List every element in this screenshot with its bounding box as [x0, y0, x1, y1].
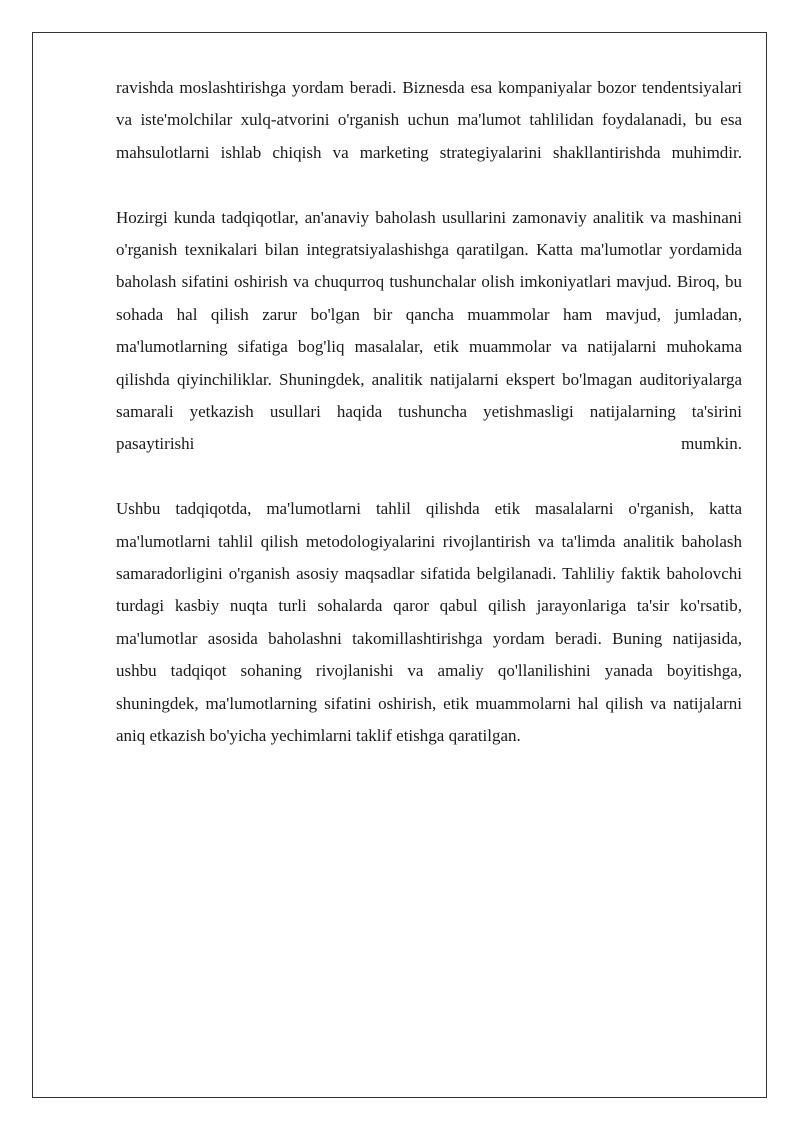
document-body — [116, 72, 742, 785]
paragraph-1: ravishda moslashtirishga yordam beradi. Biznesda esa kompaniyalar bozor tendentsiyalari va iste'molchilar xulq-atvorini o'rganish uchun ma'lumot tahlilidan foydalanadi, bu esa mahsulotlarni ishlab chiqish va marketing strategiyalarini shakllantirishda muhimdir. — [116, 78, 742, 162]
paragraph-2: Hozirgi kunda tadqiqotlar, an'anaviy baholash usullarini zamonaviy analitik va mashinani o'rganish texnikalari bilan integratsiyalashishga qaratilgan. Katta ma'lumotlar yordamida baholash sifatini oshirish va chuqurroq tushunchalar olish imkoniyatlari mavjud. Biroq, bu sohada hal qilish zarur bo'lgan bir qancha muammolar ham mavjud, jumladan, ma'lumotlarning sifatiga bog'liq masalalar, etik muammolar va natijalarni muhokama qilishda qiyinchiliklar. Shuningdek, analitik natijalarni ekspert bo'lmagan auditoriyalarga samarali yetkazish usullari haqida tushuncha yetishmasligi natijalarning ta'sirini pasaytirishi mumkin. — [116, 207, 742, 454]
paragraph-3: Ushbu tadqiqotda, ma'lumotlarni tahlil qilishda etik masalalarni o'rganish, katta ma'lumotlarni tahlil qilish metodologiyalarini rivojlantirish va ta'limda analitik baholash samaradorligini o'rganish asosiy maqsadlar sifatida belgilanadi. Tahliliy faktik baholovchi turdagi kasbiy nuqta turli sohalarda qaror qabul qilish jarayonlariga ta'sir ko'rsatib, ma'lumotlar asosida baholashni takomillashtirishga yordam beradi. Buning natijasida, ushbu tadqiqot sohaning rivojlanishi va amaliy qo'llanilishini yanada boyitishga, shuningdek, ma'lumotlarning sifatini oshirish, etik muammolarni hal qilish va natijalarni aniq etkazish bo'yicha yechimlarni taklif etishga qaratilgan. — [116, 499, 742, 746]
